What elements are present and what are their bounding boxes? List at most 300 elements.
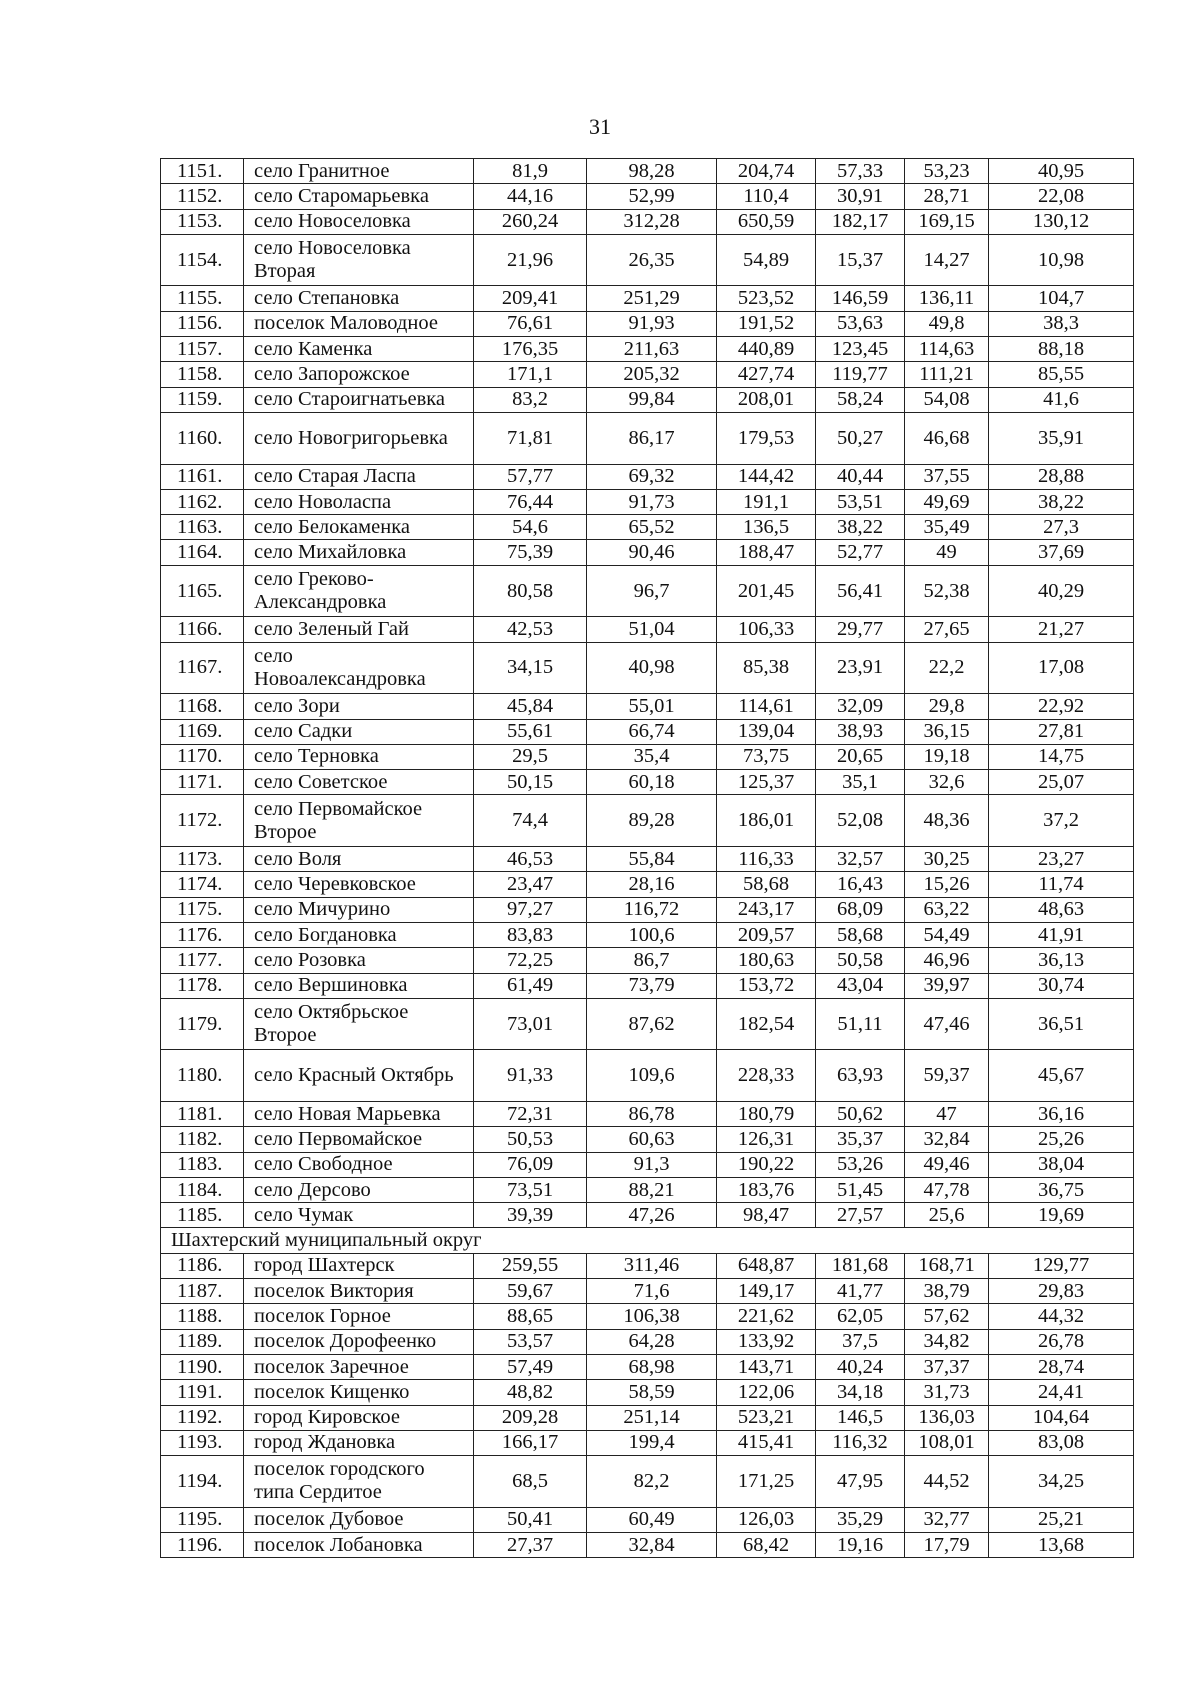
value-cell-5: 47,46 — [905, 998, 989, 1050]
settlement-name: поселок Дорофеенко — [244, 1329, 474, 1354]
row-number: 1194. — [161, 1456, 244, 1508]
settlement-name: село Советское — [244, 770, 474, 795]
value-cell-3: 204,74 — [717, 159, 816, 184]
value-cell-5: 36,15 — [905, 719, 989, 744]
row-number: 1192. — [161, 1405, 244, 1430]
table-row — [161, 1253, 1134, 1278]
row-number: 1157. — [161, 337, 244, 362]
value-cell-6: 36,13 — [989, 948, 1134, 973]
value-cell-3: 180,79 — [717, 1101, 816, 1126]
settlement-name: село Богдановка — [244, 922, 474, 947]
value-cell-2: 55,84 — [587, 847, 717, 872]
value-cell-6: 22,08 — [989, 184, 1134, 209]
settlement-name: село Белокаменка — [244, 515, 474, 540]
value-cell-1: 21,96 — [474, 234, 587, 286]
value-cell-4: 15,37 — [816, 234, 905, 286]
value-cell-6: 22,92 — [989, 694, 1134, 719]
value-cell-1: 23,47 — [474, 872, 587, 897]
value-cell-5: 27,65 — [905, 617, 989, 642]
value-cell-3: 171,25 — [717, 1456, 816, 1508]
settlement-name: село Новоалександровка — [244, 642, 474, 694]
row-number: 1191. — [161, 1380, 244, 1405]
value-cell-2: 99,84 — [587, 387, 717, 412]
value-cell-6: 27,3 — [989, 515, 1134, 540]
value-cell-2: 65,52 — [587, 515, 717, 540]
value-cell-2: 55,01 — [587, 694, 717, 719]
value-cell-5: 168,71 — [905, 1253, 989, 1278]
settlement-name: поселок Кищенко — [244, 1380, 474, 1405]
value-cell-4: 62,05 — [816, 1304, 905, 1329]
value-cell-4: 47,95 — [816, 1456, 905, 1508]
value-cell-6: 10,98 — [989, 234, 1134, 286]
value-cell-6: 85,55 — [989, 362, 1134, 387]
value-cell-1: 97,27 — [474, 897, 587, 922]
table-row — [161, 387, 1134, 412]
value-cell-6: 38,22 — [989, 489, 1134, 514]
value-cell-3: 116,33 — [717, 847, 816, 872]
value-cell-5: 29,8 — [905, 694, 989, 719]
value-cell-1: 73,01 — [474, 998, 587, 1050]
value-cell-5: 30,25 — [905, 847, 989, 872]
value-cell-4: 37,5 — [816, 1329, 905, 1354]
value-cell-2: 26,35 — [587, 234, 717, 286]
table-row — [161, 1152, 1134, 1177]
table-row — [161, 1380, 1134, 1405]
value-cell-6: 36,51 — [989, 998, 1134, 1050]
value-cell-4: 32,09 — [816, 694, 905, 719]
value-cell-4: 63,93 — [816, 1050, 905, 1102]
settlement-name: село Новая Марьевка — [244, 1101, 474, 1126]
value-cell-6: 30,74 — [989, 973, 1134, 998]
table-row — [161, 770, 1134, 795]
row-number: 1153. — [161, 209, 244, 234]
value-cell-3: 110,4 — [717, 184, 816, 209]
settlement-name: село Запорожское — [244, 362, 474, 387]
value-cell-2: 91,73 — [587, 489, 717, 514]
value-cell-5: 63,22 — [905, 897, 989, 922]
value-cell-5: 53,23 — [905, 159, 989, 184]
value-cell-6: 21,27 — [989, 617, 1134, 642]
value-cell-4: 119,77 — [816, 362, 905, 387]
table-row — [161, 948, 1134, 973]
row-number: 1172. — [161, 795, 244, 847]
row-number: 1164. — [161, 540, 244, 565]
value-cell-4: 52,77 — [816, 540, 905, 565]
row-number: 1162. — [161, 489, 244, 514]
settlement-name: село Розовка — [244, 948, 474, 973]
value-cell-5: 17,79 — [905, 1533, 989, 1558]
value-cell-6: 44,32 — [989, 1304, 1134, 1329]
value-cell-1: 54,6 — [474, 515, 587, 540]
settlement-name: город Кировское — [244, 1405, 474, 1430]
value-cell-3: 523,52 — [717, 286, 816, 311]
value-cell-6: 26,78 — [989, 1329, 1134, 1354]
table-row — [161, 412, 1134, 464]
value-cell-5: 32,84 — [905, 1127, 989, 1152]
row-number: 1188. — [161, 1304, 244, 1329]
value-cell-4: 38,93 — [816, 719, 905, 744]
value-cell-1: 74,4 — [474, 795, 587, 847]
value-cell-2: 35,4 — [587, 744, 717, 769]
table-row — [161, 1177, 1134, 1202]
value-cell-6: 24,41 — [989, 1380, 1134, 1405]
value-cell-6: 29,83 — [989, 1279, 1134, 1304]
row-number: 1170. — [161, 744, 244, 769]
settlement-name: село Октябрьское Второе — [244, 998, 474, 1050]
value-cell-3: 122,06 — [717, 1380, 816, 1405]
value-cell-3: 114,61 — [717, 694, 816, 719]
value-cell-2: 251,14 — [587, 1405, 717, 1430]
value-cell-5: 114,63 — [905, 337, 989, 362]
value-cell-2: 52,99 — [587, 184, 717, 209]
value-cell-1: 171,1 — [474, 362, 587, 387]
value-cell-1: 81,9 — [474, 159, 587, 184]
value-cell-4: 56,41 — [816, 565, 905, 617]
table-row — [161, 1507, 1134, 1532]
row-number: 1152. — [161, 184, 244, 209]
value-cell-2: 64,28 — [587, 1329, 717, 1354]
settlement-name: село Новоселовка Вторая — [244, 234, 474, 286]
value-cell-6: 45,67 — [989, 1050, 1134, 1102]
settlements-table — [160, 158, 1134, 1558]
value-cell-2: 90,46 — [587, 540, 717, 565]
settlement-name: поселок Лобановка — [244, 1533, 474, 1558]
value-cell-2: 87,62 — [587, 998, 717, 1050]
value-cell-1: 209,41 — [474, 286, 587, 311]
table-row — [161, 1304, 1134, 1329]
value-cell-4: 50,62 — [816, 1101, 905, 1126]
value-cell-2: 32,84 — [587, 1533, 717, 1558]
value-cell-4: 40,44 — [816, 464, 905, 489]
value-cell-5: 25,6 — [905, 1203, 989, 1228]
value-cell-2: 68,98 — [587, 1354, 717, 1379]
settlement-name: село Каменка — [244, 337, 474, 362]
value-cell-1: 50,53 — [474, 1127, 587, 1152]
table-row — [161, 1127, 1134, 1152]
value-cell-4: 50,27 — [816, 412, 905, 464]
table-row — [161, 1405, 1134, 1430]
settlement-name: село Свободное — [244, 1152, 474, 1177]
table-row — [161, 234, 1134, 286]
settlement-name: село Терновка — [244, 744, 474, 769]
value-cell-4: 35,29 — [816, 1507, 905, 1532]
value-cell-5: 49,69 — [905, 489, 989, 514]
value-cell-1: 55,61 — [474, 719, 587, 744]
settlement-name: село Новоласпа — [244, 489, 474, 514]
value-cell-3: 191,52 — [717, 311, 816, 336]
value-cell-3: 153,72 — [717, 973, 816, 998]
value-cell-5: 54,08 — [905, 387, 989, 412]
value-cell-6: 27,81 — [989, 719, 1134, 744]
value-cell-4: 51,45 — [816, 1177, 905, 1202]
value-cell-1: 34,15 — [474, 642, 587, 694]
row-number: 1196. — [161, 1533, 244, 1558]
value-cell-1: 73,51 — [474, 1177, 587, 1202]
value-cell-1: 57,77 — [474, 464, 587, 489]
value-cell-1: 50,15 — [474, 770, 587, 795]
settlement-name: село Чумак — [244, 1203, 474, 1228]
value-cell-1: 76,44 — [474, 489, 587, 514]
value-cell-1: 76,61 — [474, 311, 587, 336]
value-cell-1: 83,2 — [474, 387, 587, 412]
value-cell-3: 125,37 — [717, 770, 816, 795]
value-cell-3: 209,57 — [717, 922, 816, 947]
value-cell-2: 109,6 — [587, 1050, 717, 1102]
value-cell-4: 182,17 — [816, 209, 905, 234]
value-cell-4: 123,45 — [816, 337, 905, 362]
table-row — [161, 1050, 1134, 1102]
table-row — [161, 311, 1134, 336]
value-cell-4: 68,09 — [816, 897, 905, 922]
row-number: 1167. — [161, 642, 244, 694]
table-row — [161, 744, 1134, 769]
settlement-name: село Зеленый Гай — [244, 617, 474, 642]
value-cell-2: 312,28 — [587, 209, 717, 234]
row-number: 1184. — [161, 1177, 244, 1202]
row-number: 1190. — [161, 1354, 244, 1379]
value-cell-2: 71,6 — [587, 1279, 717, 1304]
value-cell-2: 73,79 — [587, 973, 717, 998]
row-number: 1171. — [161, 770, 244, 795]
value-cell-6: 104,64 — [989, 1405, 1134, 1430]
value-cell-6: 13,68 — [989, 1533, 1134, 1558]
value-cell-5: 49,46 — [905, 1152, 989, 1177]
value-cell-1: 260,24 — [474, 209, 587, 234]
value-cell-4: 20,65 — [816, 744, 905, 769]
settlement-name: село Греково-Александровка — [244, 565, 474, 617]
value-cell-1: 59,67 — [474, 1279, 587, 1304]
row-number: 1174. — [161, 872, 244, 897]
value-cell-1: 53,57 — [474, 1329, 587, 1354]
settlement-name: село Новогригорьевка — [244, 412, 474, 464]
table-row — [161, 694, 1134, 719]
value-cell-1: 72,25 — [474, 948, 587, 973]
value-cell-5: 49 — [905, 540, 989, 565]
table-row — [161, 617, 1134, 642]
table-row — [161, 464, 1134, 489]
value-cell-2: 28,16 — [587, 872, 717, 897]
value-cell-4: 53,26 — [816, 1152, 905, 1177]
value-cell-3: 139,04 — [717, 719, 816, 744]
value-cell-2: 106,38 — [587, 1304, 717, 1329]
table-row — [161, 337, 1134, 362]
value-cell-2: 116,72 — [587, 897, 717, 922]
value-cell-4: 40,24 — [816, 1354, 905, 1379]
row-number: 1168. — [161, 694, 244, 719]
settlement-name: город Шахтерск — [244, 1253, 474, 1278]
value-cell-2: 60,63 — [587, 1127, 717, 1152]
value-cell-2: 40,98 — [587, 642, 717, 694]
value-cell-3: 180,63 — [717, 948, 816, 973]
value-cell-2: 47,26 — [587, 1203, 717, 1228]
value-cell-4: 53,51 — [816, 489, 905, 514]
value-cell-5: 32,6 — [905, 770, 989, 795]
row-number: 1169. — [161, 719, 244, 744]
settlement-name: поселок Виктория — [244, 1279, 474, 1304]
value-cell-4: 52,08 — [816, 795, 905, 847]
value-cell-5: 19,18 — [905, 744, 989, 769]
value-cell-6: 36,16 — [989, 1101, 1134, 1126]
settlement-name: село Староигнатьевка — [244, 387, 474, 412]
value-cell-3: 190,22 — [717, 1152, 816, 1177]
settlement-name: поселок Маловодное — [244, 311, 474, 336]
settlement-name: село Гранитное — [244, 159, 474, 184]
table-row — [161, 795, 1134, 847]
value-cell-1: 39,39 — [474, 1203, 587, 1228]
row-number: 1195. — [161, 1507, 244, 1532]
value-cell-1: 48,82 — [474, 1380, 587, 1405]
table-row — [161, 1279, 1134, 1304]
value-cell-6: 83,08 — [989, 1430, 1134, 1455]
value-cell-1: 76,09 — [474, 1152, 587, 1177]
table-row — [161, 1329, 1134, 1354]
value-cell-6: 37,2 — [989, 795, 1134, 847]
value-cell-3: 133,92 — [717, 1329, 816, 1354]
value-cell-5: 136,03 — [905, 1405, 989, 1430]
table-row — [161, 159, 1134, 184]
value-cell-1: 27,37 — [474, 1533, 587, 1558]
value-cell-3: 136,5 — [717, 515, 816, 540]
value-cell-5: 28,71 — [905, 184, 989, 209]
value-cell-1: 68,5 — [474, 1456, 587, 1508]
value-cell-6: 25,26 — [989, 1127, 1134, 1152]
value-cell-5: 39,97 — [905, 973, 989, 998]
row-number: 1158. — [161, 362, 244, 387]
value-cell-2: 60,49 — [587, 1507, 717, 1532]
value-cell-5: 52,38 — [905, 565, 989, 617]
value-cell-2: 86,7 — [587, 948, 717, 973]
value-cell-5: 14,27 — [905, 234, 989, 286]
row-number: 1154. — [161, 234, 244, 286]
table-row — [161, 1456, 1134, 1508]
value-cell-2: 82,2 — [587, 1456, 717, 1508]
value-cell-3: 73,75 — [717, 744, 816, 769]
value-cell-1: 72,31 — [474, 1101, 587, 1126]
value-cell-1: 61,49 — [474, 973, 587, 998]
value-cell-5: 32,77 — [905, 1507, 989, 1532]
value-cell-5: 57,62 — [905, 1304, 989, 1329]
value-cell-3: 440,89 — [717, 337, 816, 362]
row-number: 1160. — [161, 412, 244, 464]
value-cell-6: 40,29 — [989, 565, 1134, 617]
row-number: 1173. — [161, 847, 244, 872]
value-cell-1: 75,39 — [474, 540, 587, 565]
value-cell-3: 149,17 — [717, 1279, 816, 1304]
value-cell-5: 22,2 — [905, 642, 989, 694]
value-cell-5: 44,52 — [905, 1456, 989, 1508]
value-cell-4: 29,77 — [816, 617, 905, 642]
settlement-name: село Первомайское Второе — [244, 795, 474, 847]
value-cell-1: 259,55 — [474, 1253, 587, 1278]
value-cell-4: 43,04 — [816, 973, 905, 998]
table-row — [161, 1203, 1134, 1228]
value-cell-6: 11,74 — [989, 872, 1134, 897]
value-cell-2: 86,17 — [587, 412, 717, 464]
table-row — [161, 1354, 1134, 1379]
row-number: 1163. — [161, 515, 244, 540]
value-cell-1: 80,58 — [474, 565, 587, 617]
row-number: 1175. — [161, 897, 244, 922]
settlement-name: село Первомайское — [244, 1127, 474, 1152]
value-cell-3: 221,62 — [717, 1304, 816, 1329]
value-cell-5: 47,78 — [905, 1177, 989, 1202]
value-cell-5: 35,49 — [905, 515, 989, 540]
table-row — [161, 362, 1134, 387]
table-body — [161, 159, 1134, 1558]
value-cell-3: 126,31 — [717, 1127, 816, 1152]
value-cell-2: 251,29 — [587, 286, 717, 311]
value-cell-3: 85,38 — [717, 642, 816, 694]
value-cell-3: 650,59 — [717, 209, 816, 234]
settlement-name: село Михайловка — [244, 540, 474, 565]
value-cell-6: 41,91 — [989, 922, 1134, 947]
value-cell-4: 41,77 — [816, 1279, 905, 1304]
value-cell-3: 182,54 — [717, 998, 816, 1050]
value-cell-5: 169,15 — [905, 209, 989, 234]
row-number: 1183. — [161, 1152, 244, 1177]
value-cell-1: 166,17 — [474, 1430, 587, 1455]
value-cell-4: 27,57 — [816, 1203, 905, 1228]
value-cell-2: 100,6 — [587, 922, 717, 947]
value-cell-4: 181,68 — [816, 1253, 905, 1278]
value-cell-1: 29,5 — [474, 744, 587, 769]
value-cell-2: 98,28 — [587, 159, 717, 184]
settlement-name: село Степановка — [244, 286, 474, 311]
table-row — [161, 998, 1134, 1050]
value-cell-1: 45,84 — [474, 694, 587, 719]
table-row — [161, 184, 1134, 209]
value-cell-3: 523,21 — [717, 1405, 816, 1430]
table-row — [161, 540, 1134, 565]
value-cell-3: 415,41 — [717, 1430, 816, 1455]
value-cell-4: 34,18 — [816, 1380, 905, 1405]
value-cell-3: 126,03 — [717, 1507, 816, 1532]
value-cell-4: 35,37 — [816, 1127, 905, 1152]
value-cell-4: 19,16 — [816, 1533, 905, 1558]
value-cell-3: 188,47 — [717, 540, 816, 565]
value-cell-3: 201,45 — [717, 565, 816, 617]
value-cell-3: 243,17 — [717, 897, 816, 922]
row-number: 1179. — [161, 998, 244, 1050]
value-cell-6: 104,7 — [989, 286, 1134, 311]
value-cell-6: 38,3 — [989, 311, 1134, 336]
value-cell-6: 37,69 — [989, 540, 1134, 565]
value-cell-5: 31,73 — [905, 1380, 989, 1405]
value-cell-4: 50,58 — [816, 948, 905, 973]
value-cell-6: 35,91 — [989, 412, 1134, 464]
row-number: 1180. — [161, 1050, 244, 1102]
value-cell-6: 41,6 — [989, 387, 1134, 412]
row-number: 1155. — [161, 286, 244, 311]
value-cell-1: 83,83 — [474, 922, 587, 947]
row-number: 1159. — [161, 387, 244, 412]
table-row — [161, 489, 1134, 514]
row-number: 1181. — [161, 1101, 244, 1126]
value-cell-3: 98,47 — [717, 1203, 816, 1228]
value-cell-3: 144,42 — [717, 464, 816, 489]
settlement-name: село Вершиновка — [244, 973, 474, 998]
value-cell-2: 60,18 — [587, 770, 717, 795]
settlement-name: село Мичурино — [244, 897, 474, 922]
value-cell-5: 46,68 — [905, 412, 989, 464]
value-cell-2: 205,32 — [587, 362, 717, 387]
value-cell-3: 54,89 — [717, 234, 816, 286]
value-cell-6: 129,77 — [989, 1253, 1134, 1278]
table-row — [161, 1430, 1134, 1455]
value-cell-4: 32,57 — [816, 847, 905, 872]
settlement-name: село Воля — [244, 847, 474, 872]
settlement-name: поселок Горное — [244, 1304, 474, 1329]
